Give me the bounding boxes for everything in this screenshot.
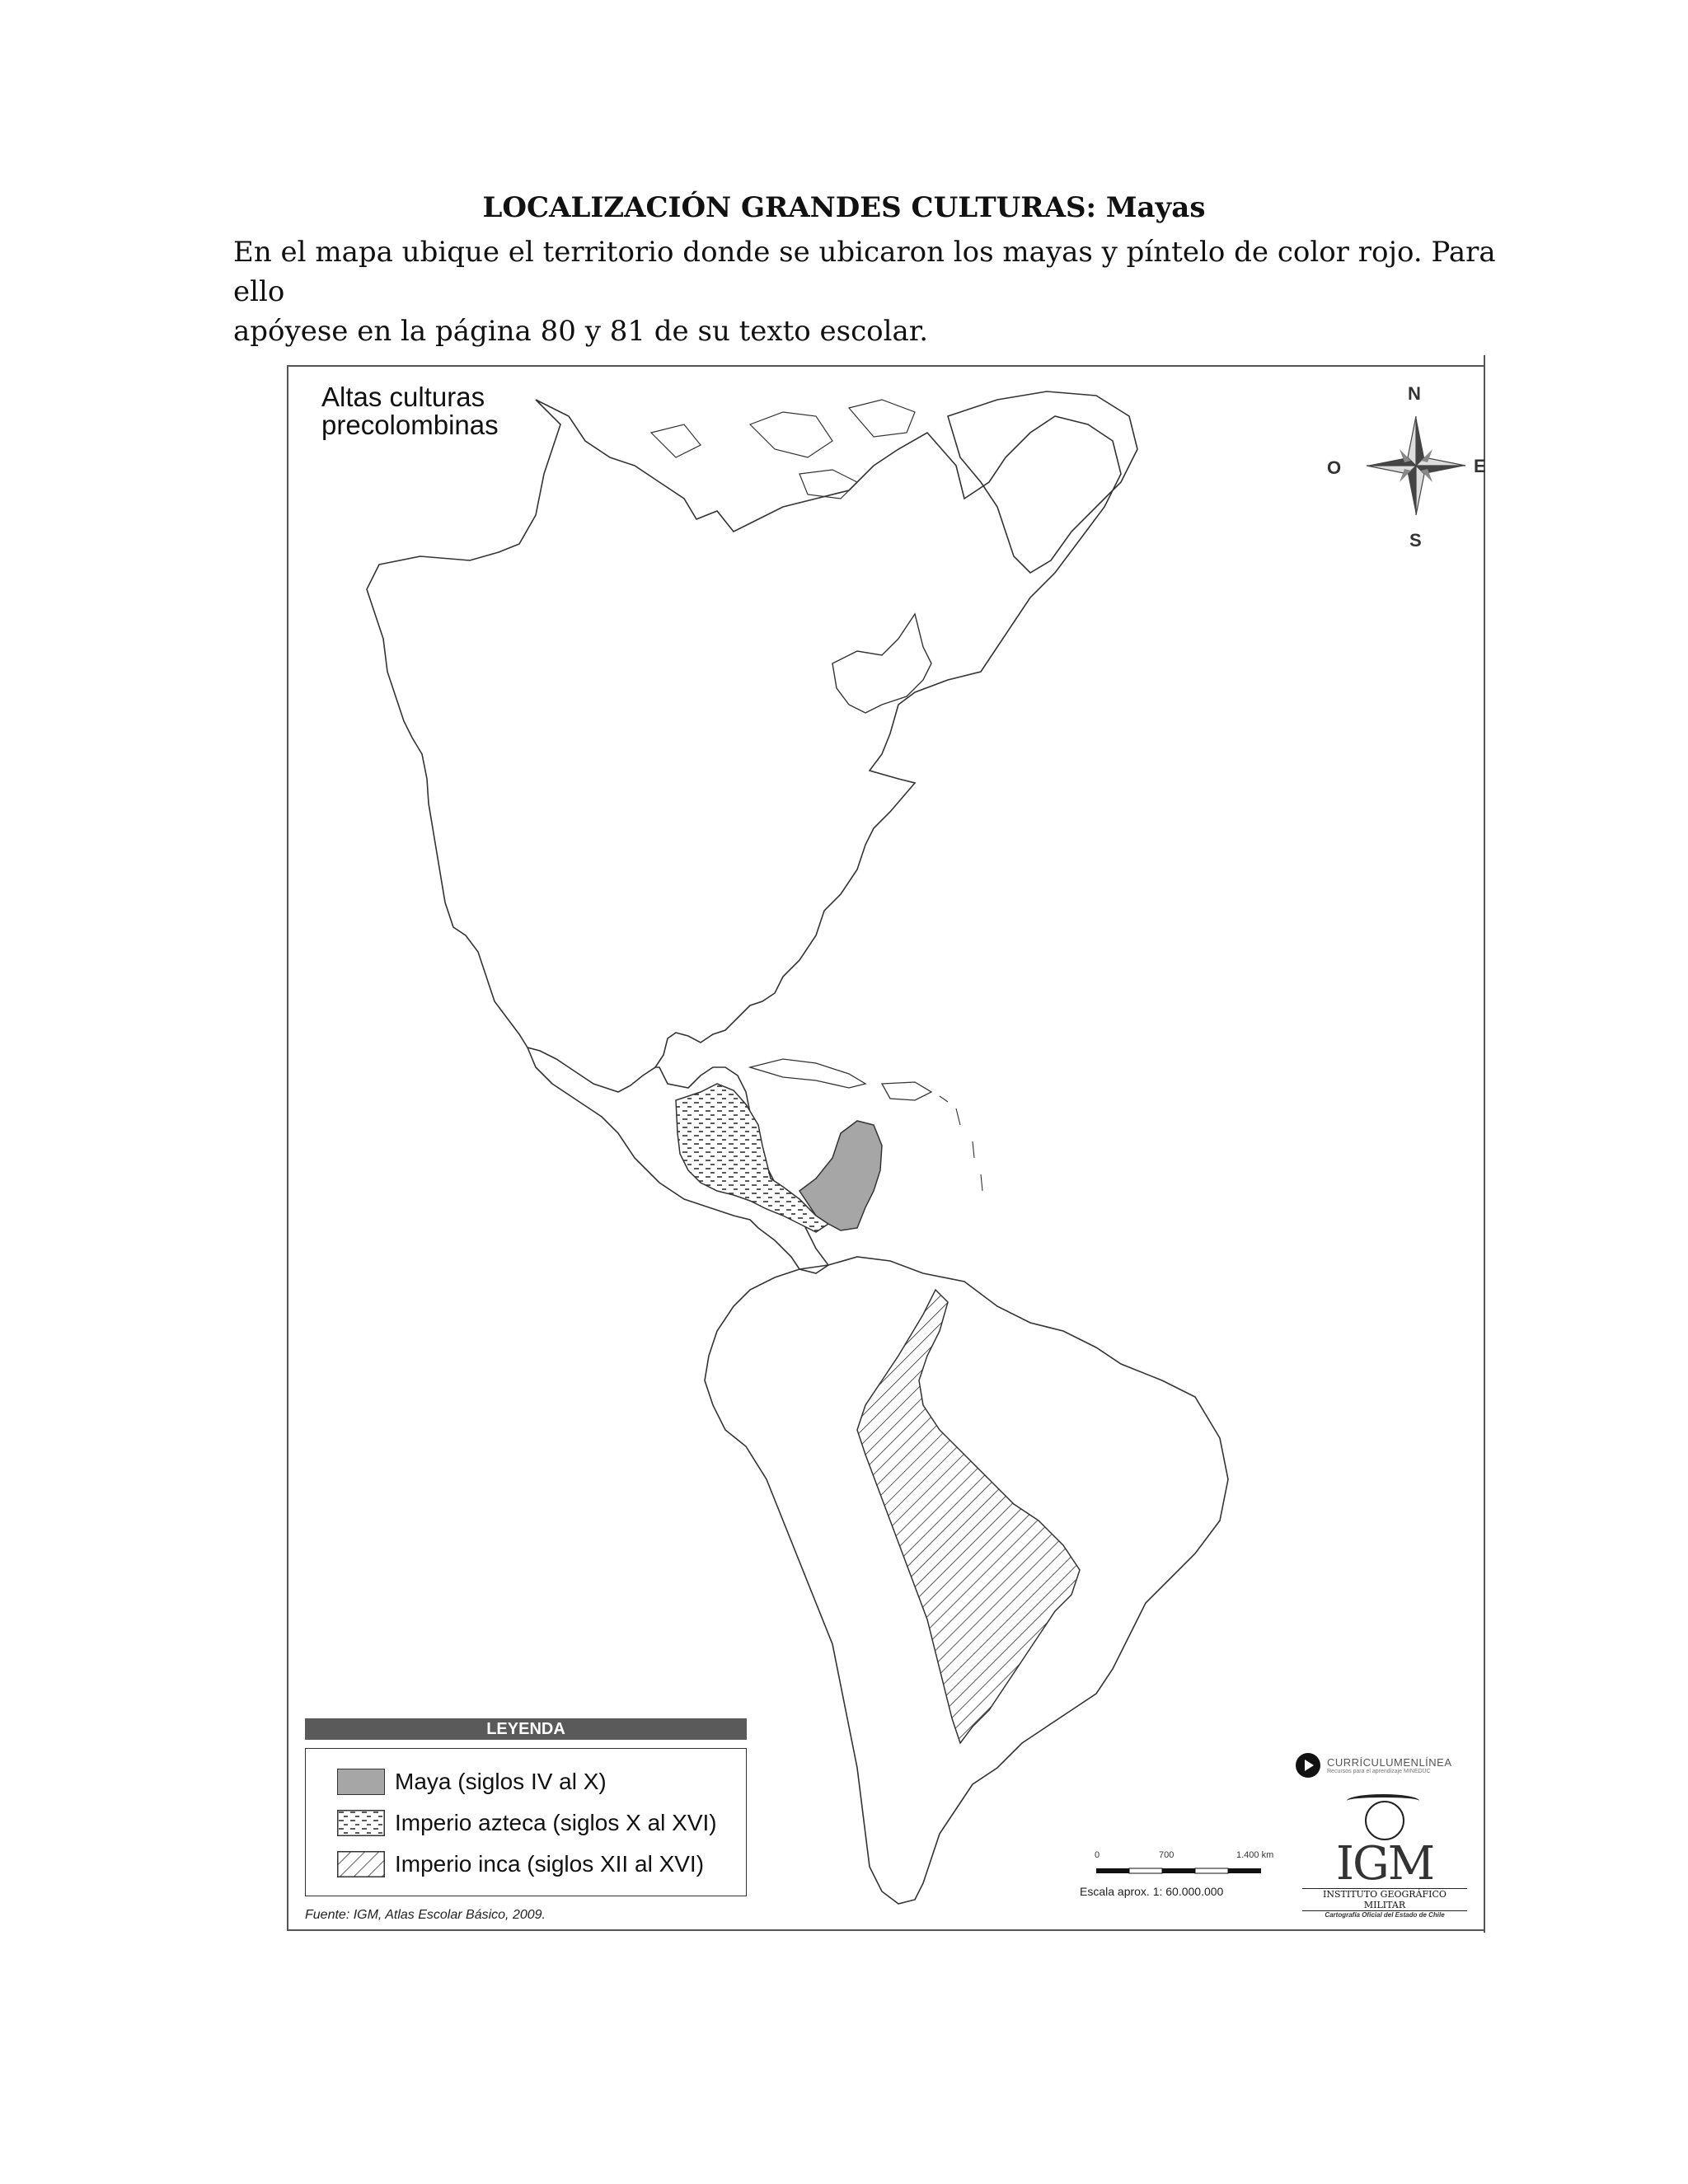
north-america-coast (367, 400, 1121, 1092)
igm-subtitle: Cartografía Oficial del Estado de Chile (1325, 1911, 1445, 1919)
legend-label-inca: Imperio inca (siglos XII al XVI) (395, 1851, 705, 1877)
legend-label-aztec: Imperio azteca (siglos X al XVI) (395, 1810, 717, 1835)
curriculum-text: CURRÍCULUMENLÍNEA (1327, 1756, 1452, 1769)
instructions-line-2: apóyese en la página 80 y 81 de su texto escolar. (233, 315, 929, 348)
scale-tick-1: 700 (1159, 1850, 1175, 1860)
compass-east: E (1474, 456, 1486, 476)
legend-item-aztec (337, 1808, 717, 1838)
central-america-coast (528, 1047, 828, 1273)
map-title-line-2: precolombinas (321, 410, 499, 440)
map-source: Fuente: IGM, Atlas Escolar Básico, 2009. (305, 1908, 546, 1922)
legend-swatch-aztec (337, 1810, 385, 1836)
americas-map (288, 367, 1485, 1933)
legend-swatch-inca (337, 1851, 385, 1877)
arctic-islands (651, 400, 915, 499)
play-icon (1296, 1753, 1320, 1778)
curriculum-subtext: Recursos para el aprendizaje MINEDUC (1327, 1769, 1431, 1774)
compass-west: O (1327, 457, 1342, 478)
map-title-line-1: Altas culturas (321, 382, 485, 412)
igm-emblem-icon (1365, 1801, 1404, 1840)
hudson-bay (832, 614, 931, 713)
scale-tick-0: 0 (1095, 1850, 1100, 1860)
compass-north: N (1408, 383, 1421, 404)
igm-letters: IGM (1335, 1837, 1434, 1891)
legend-swatch-maya (337, 1769, 385, 1795)
scale-bar (1096, 1868, 1261, 1873)
greenland-coast (948, 391, 1137, 573)
instructions (233, 232, 1552, 351)
cuba-island (750, 1059, 865, 1088)
instructions-line-1: En el mapa ubique el territorio donde se ubicaron los mayas y píntelo de color rojo. Para ello (233, 236, 1496, 308)
compass-south: S (1409, 530, 1422, 551)
igm-logo (1302, 1801, 1467, 1919)
scale-tick-2: 1.400 km (1236, 1850, 1274, 1860)
legend-item-maya (337, 1767, 607, 1797)
aztec-region (676, 1084, 828, 1232)
legend-item-inca (337, 1849, 704, 1879)
legend-heading: LEYENDA (305, 1718, 747, 1740)
compass-rose-icon (1367, 416, 1465, 515)
map-title (321, 383, 499, 439)
legend (305, 1748, 747, 1896)
map-frame (287, 365, 1484, 1931)
igm-institute-name: INSTITUTO GEOGRÁFICO MILITAR (1302, 1888, 1467, 1911)
lesser-antilles (940, 1096, 982, 1191)
hispaniola-island (882, 1082, 931, 1100)
page-title: LOCALIZACIÓN GRANDES CULTURAS: Mayas (482, 191, 1206, 224)
curriculum-logo (1296, 1753, 1452, 1778)
scale-caption: Escala aprox. 1: 60.000.000 (1080, 1885, 1224, 1898)
legend-label-maya: Maya (siglos IV al X) (395, 1769, 607, 1794)
inca-region (857, 1290, 1080, 1743)
